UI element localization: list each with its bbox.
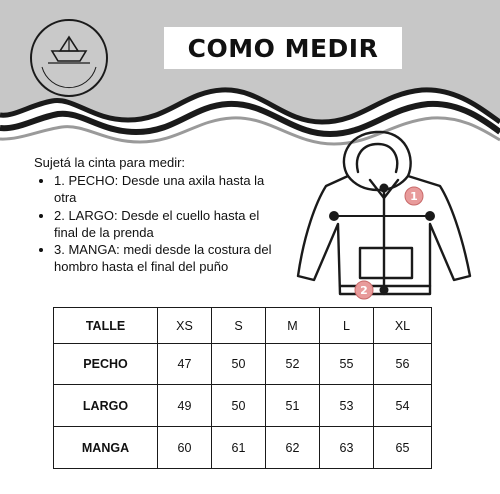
title-box bbox=[164, 27, 402, 69]
table-cell: 54 bbox=[374, 385, 432, 427]
marker-2-label: 2 bbox=[360, 284, 368, 297]
row-label-pecho: PECHO bbox=[54, 344, 158, 385]
marker-1-icon bbox=[405, 187, 423, 205]
table-cell: 65 bbox=[374, 427, 432, 469]
marker-2-icon bbox=[355, 281, 373, 299]
instruction-item-sleeve: • 3. MANGA: medi desde la costura del hombro hasta el final del puño bbox=[54, 241, 280, 275]
marker-1-label: 1 bbox=[410, 190, 418, 203]
table-cell: 61 bbox=[212, 427, 266, 469]
hood-outline bbox=[344, 132, 411, 176]
jacket-diagram bbox=[290, 124, 490, 306]
table-cell: 52 bbox=[266, 344, 320, 385]
instruction-item-chest: • 1. PECHO: Desde una axila hasta la otra bbox=[54, 172, 280, 206]
table-row-largo bbox=[54, 385, 432, 427]
size-header-l: L bbox=[320, 308, 374, 344]
table-cell: 50 bbox=[212, 344, 266, 385]
row-label-largo: LARGO bbox=[54, 385, 158, 427]
row-label-manga: MANGA bbox=[54, 427, 158, 469]
hood-inner bbox=[357, 144, 397, 172]
table-cell: 55 bbox=[320, 344, 374, 385]
table-row-manga bbox=[54, 427, 432, 469]
instructions bbox=[34, 154, 280, 275]
pocket bbox=[360, 248, 412, 278]
table-cell: 53 bbox=[320, 385, 374, 427]
instruction-item-length: • 2. LARGO: Desde el cuello hasta el final de la prenda bbox=[54, 207, 280, 241]
table-cell: 56 bbox=[374, 344, 432, 385]
table-cell: 49 bbox=[158, 385, 212, 427]
table-cell: 50 bbox=[212, 385, 266, 427]
table-row-pecho bbox=[54, 344, 432, 385]
size-header-xl: XL bbox=[374, 308, 432, 344]
paper-boat-icon bbox=[32, 21, 106, 95]
table-cell: 47 bbox=[158, 344, 212, 385]
table-cell: 63 bbox=[320, 427, 374, 469]
table-cell: 60 bbox=[158, 427, 212, 469]
instructions-list bbox=[34, 172, 280, 275]
page-title: COMO MEDIR bbox=[187, 33, 379, 63]
table-header-row bbox=[54, 308, 432, 344]
size-header-xs: XS bbox=[158, 308, 212, 344]
table-cell: 62 bbox=[266, 427, 320, 469]
size-header-m: M bbox=[266, 308, 320, 344]
size-table bbox=[53, 307, 432, 469]
size-header-s: S bbox=[212, 308, 266, 344]
table-cell: 51 bbox=[266, 385, 320, 427]
table-corner-label: TALLE bbox=[54, 308, 158, 344]
instructions-intro: Sujetá la cinta para medir: bbox=[34, 155, 186, 170]
brand-logo bbox=[30, 19, 108, 97]
